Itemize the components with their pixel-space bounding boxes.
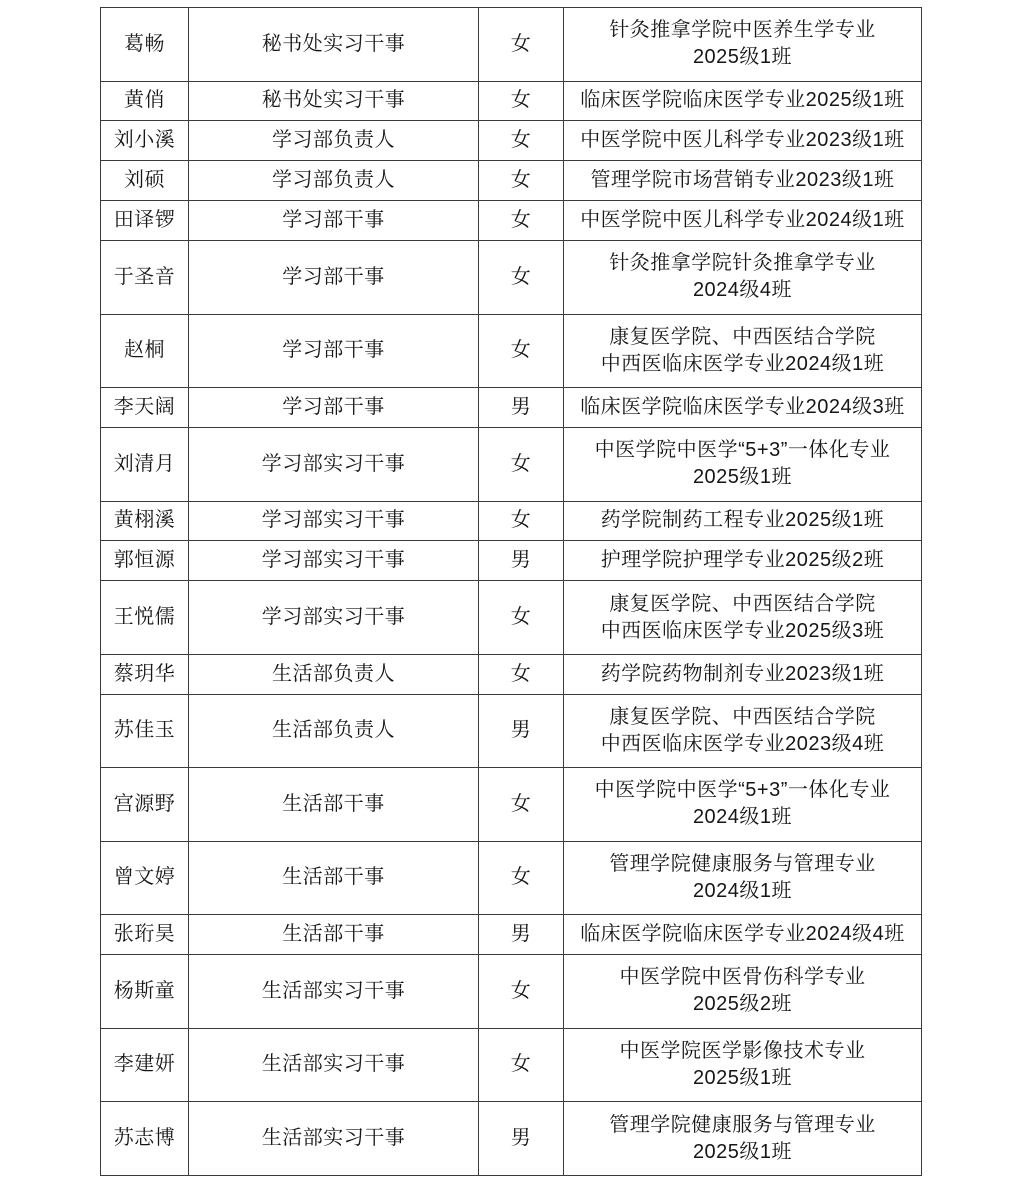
position-cell: [189, 955, 479, 1029]
name-cell: [101, 81, 189, 121]
gender-cell: [479, 955, 564, 1029]
roster-table: [100, 7, 922, 1176]
cell-text: 生活部负责人: [272, 719, 395, 742]
gender-cell: [479, 694, 564, 768]
table-row: [101, 768, 922, 842]
cell-text: 2024级1班: [692, 879, 793, 902]
class-cell: [564, 388, 922, 428]
position-cell: [189, 161, 479, 201]
position-cell: [189, 1102, 479, 1176]
table-row: [101, 427, 922, 501]
class-cell: [564, 81, 922, 121]
gender-cell: [479, 241, 564, 315]
gender-cell: [479, 654, 564, 694]
cell-text: 女: [510, 606, 532, 629]
position-cell: [189, 501, 479, 541]
cell-text: 护理学院护理学专业2025级2班: [600, 549, 885, 572]
position-cell: [189, 541, 479, 581]
table-row: [101, 915, 922, 955]
gender-cell: [479, 201, 564, 241]
table-row: [101, 241, 922, 315]
cell-text: 中西医临床医学专业2023级4班: [600, 732, 885, 755]
table-row: [101, 841, 922, 915]
cell-text: 蔡玥华: [113, 662, 176, 685]
name-cell: [101, 654, 189, 694]
cell-text: 中医学院中医儿科学专业2023级1班: [580, 129, 905, 152]
position-cell: [189, 201, 479, 241]
table-row: [101, 1028, 922, 1102]
cell-text: 于圣音: [113, 265, 176, 288]
cell-text: 女: [510, 129, 532, 152]
cell-text: 赵桐: [124, 339, 165, 362]
cell-text: 女: [510, 209, 532, 232]
table-row: [101, 81, 922, 121]
position-cell: [189, 915, 479, 955]
cell-text: 中医学院医学影像技术专业: [619, 1039, 866, 1062]
name-cell: [101, 388, 189, 428]
position-cell: [189, 654, 479, 694]
table-row: [101, 955, 922, 1029]
cell-text: 刘清月: [113, 452, 176, 475]
cell-text: 郭恒源: [113, 549, 176, 572]
cell-text: 2025级1班: [692, 46, 793, 69]
gender-cell: [479, 1102, 564, 1176]
cell-text: 学习部干事: [282, 396, 385, 419]
position-cell: [189, 314, 479, 388]
name-cell: [101, 541, 189, 581]
cell-text: 中医学院中医学“5+3”一体化专业: [594, 439, 891, 462]
cell-text: 学习部实习干事: [261, 549, 406, 572]
position-cell: [189, 768, 479, 842]
cell-text: 女: [510, 32, 532, 55]
cell-text: 田译锣: [113, 209, 176, 232]
name-cell: [101, 841, 189, 915]
position-cell: [189, 8, 479, 82]
class-cell: [564, 768, 922, 842]
gender-cell: [479, 388, 564, 428]
class-cell: [564, 241, 922, 315]
class-cell: [564, 8, 922, 82]
cell-text: 张珩昊: [113, 923, 176, 946]
cell-text: 康复医学院、中西医结合学院: [609, 325, 876, 348]
gender-cell: [479, 841, 564, 915]
name-cell: [101, 314, 189, 388]
gender-cell: [479, 541, 564, 581]
gender-cell: [479, 81, 564, 121]
cell-text: 针灸推拿学院中医养生学专业: [609, 19, 876, 42]
cell-text: 生活部干事: [282, 866, 385, 889]
position-cell: [189, 427, 479, 501]
cell-text: 女: [510, 792, 532, 815]
cell-text: 李天阔: [113, 396, 176, 419]
gender-cell: [479, 161, 564, 201]
cell-text: 男: [510, 1127, 532, 1150]
cell-text: 中医学院中医儿科学专业2024级1班: [580, 209, 905, 232]
table-row: [101, 694, 922, 768]
gender-cell: [479, 1028, 564, 1102]
cell-text: 中医学院中医学“5+3”一体化专业: [594, 779, 891, 802]
table-row: [101, 201, 922, 241]
roster-table-body: [101, 8, 922, 1176]
gender-cell: [479, 768, 564, 842]
class-cell: [564, 955, 922, 1029]
cell-text: 管理学院健康服务与管理专业: [609, 1113, 876, 1136]
roster-table-container: [100, 7, 922, 1176]
cell-text: 女: [510, 169, 532, 192]
cell-text: 学习部负责人: [272, 169, 395, 192]
cell-text: 学习部干事: [282, 265, 385, 288]
cell-text: 中西医临床医学专业2025级3班: [600, 619, 885, 642]
table-row: [101, 388, 922, 428]
table-row: [101, 314, 922, 388]
class-cell: [564, 841, 922, 915]
table-row: [101, 541, 922, 581]
cell-text: 女: [510, 1053, 532, 1076]
cell-text: 2025级2班: [692, 993, 793, 1016]
cell-text: 女: [510, 979, 532, 1002]
position-cell: [189, 841, 479, 915]
cell-text: 女: [510, 89, 532, 112]
name-cell: [101, 427, 189, 501]
cell-text: 中医学院中医骨伤科学专业: [619, 966, 866, 989]
cell-text: 康复医学院、中西医结合学院: [609, 705, 876, 728]
class-cell: [564, 581, 922, 655]
cell-text: 苏佳玉: [113, 719, 176, 742]
class-cell: [564, 121, 922, 161]
position-cell: [189, 1028, 479, 1102]
position-cell: [189, 581, 479, 655]
name-cell: [101, 8, 189, 82]
cell-text: 男: [510, 396, 532, 419]
cell-text: 学习部负责人: [272, 129, 395, 152]
cell-text: 宫源野: [113, 792, 176, 815]
position-cell: [189, 121, 479, 161]
position-cell: [189, 241, 479, 315]
cell-text: 女: [510, 339, 532, 362]
gender-cell: [479, 915, 564, 955]
cell-text: 学习部干事: [282, 209, 385, 232]
cell-text: 生活部实习干事: [261, 1053, 406, 1076]
name-cell: [101, 915, 189, 955]
position-cell: [189, 694, 479, 768]
cell-text: 药学院药物制剂专业2023级1班: [600, 662, 885, 685]
table-row: [101, 161, 922, 201]
cell-text: 中西医临床医学专业2024级1班: [600, 352, 885, 375]
name-cell: [101, 1028, 189, 1102]
name-cell: [101, 161, 189, 201]
gender-cell: [479, 121, 564, 161]
cell-text: 生活部实习干事: [261, 979, 406, 1002]
class-cell: [564, 1028, 922, 1102]
cell-text: 生活部干事: [282, 792, 385, 815]
cell-text: 男: [510, 549, 532, 572]
name-cell: [101, 201, 189, 241]
cell-text: 黄俏: [124, 89, 165, 112]
name-cell: [101, 955, 189, 1029]
cell-text: 秘书处实习干事: [261, 89, 406, 112]
class-cell: [564, 1102, 922, 1176]
position-cell: [189, 388, 479, 428]
gender-cell: [479, 581, 564, 655]
cell-text: 刘硕: [124, 169, 165, 192]
cell-text: 生活部干事: [282, 923, 385, 946]
cell-text: 药学院制药工程专业2025级1班: [600, 509, 885, 532]
cell-text: 2024级4班: [692, 279, 793, 302]
cell-text: 女: [510, 452, 532, 475]
cell-text: 2025级1班: [692, 1140, 793, 1163]
cell-text: 苏志博: [113, 1127, 176, 1150]
class-cell: [564, 501, 922, 541]
name-cell: [101, 694, 189, 768]
cell-text: 李建妍: [113, 1053, 176, 1076]
class-cell: [564, 654, 922, 694]
cell-text: 刘小溪: [113, 129, 176, 152]
gender-cell: [479, 8, 564, 82]
cell-text: 管理学院市场营销专业2023级1班: [590, 169, 895, 192]
class-cell: [564, 314, 922, 388]
name-cell: [101, 1102, 189, 1176]
table-row: [101, 8, 922, 82]
cell-text: 女: [510, 662, 532, 685]
cell-text: 针灸推拿学院针灸推拿学专业: [609, 252, 876, 275]
cell-text: 生活部负责人: [272, 662, 395, 685]
cell-text: 康复医学院、中西医结合学院: [609, 592, 876, 615]
class-cell: [564, 161, 922, 201]
table-row: [101, 121, 922, 161]
gender-cell: [479, 314, 564, 388]
cell-text: 葛畅: [124, 32, 165, 55]
cell-text: 曾文婷: [113, 866, 176, 889]
cell-text: 男: [510, 719, 532, 742]
class-cell: [564, 427, 922, 501]
cell-text: 学习部实习干事: [261, 606, 406, 629]
cell-text: 黄栩溪: [113, 509, 176, 532]
cell-text: 王悦儒: [113, 606, 176, 629]
cell-text: 生活部实习干事: [261, 1127, 406, 1150]
name-cell: [101, 241, 189, 315]
cell-text: 学习部实习干事: [261, 509, 406, 532]
table-row: [101, 501, 922, 541]
cell-text: 学习部干事: [282, 339, 385, 362]
cell-text: 2024级1班: [692, 806, 793, 829]
cell-text: 临床医学院临床医学专业2024级3班: [580, 396, 905, 419]
table-row: [101, 581, 922, 655]
class-cell: [564, 201, 922, 241]
cell-text: 男: [510, 923, 532, 946]
gender-cell: [479, 501, 564, 541]
cell-text: 2025级1班: [692, 1066, 793, 1089]
class-cell: [564, 694, 922, 768]
cell-text: 学习部实习干事: [261, 452, 406, 475]
class-cell: [564, 541, 922, 581]
cell-text: 临床医学院临床医学专业2024级4班: [580, 923, 905, 946]
cell-text: 临床医学院临床医学专业2025级1班: [580, 89, 905, 112]
cell-text: 女: [510, 509, 532, 532]
cell-text: 杨斯童: [113, 979, 176, 1002]
table-row: [101, 1102, 922, 1176]
cell-text: 管理学院健康服务与管理专业: [609, 852, 876, 875]
name-cell: [101, 768, 189, 842]
name-cell: [101, 121, 189, 161]
name-cell: [101, 581, 189, 655]
cell-text: 秘书处实习干事: [261, 32, 406, 55]
cell-text: 女: [510, 866, 532, 889]
name-cell: [101, 501, 189, 541]
class-cell: [564, 915, 922, 955]
cell-text: 2025级1班: [692, 466, 793, 489]
gender-cell: [479, 427, 564, 501]
position-cell: [189, 81, 479, 121]
cell-text: 女: [510, 265, 532, 288]
table-row: [101, 654, 922, 694]
